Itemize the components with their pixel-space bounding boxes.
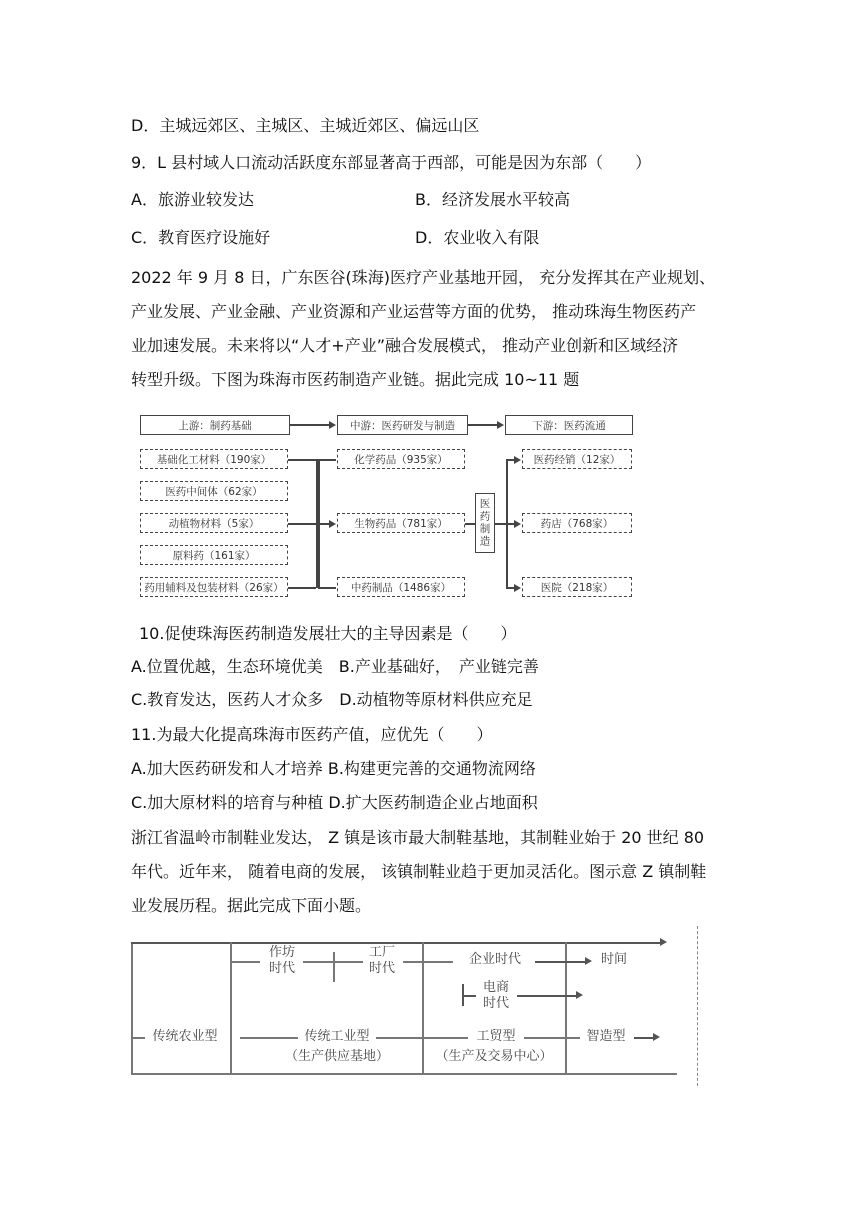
midstream-box: 中游：医药研发与制造 bbox=[337, 415, 468, 435]
connector bbox=[288, 587, 316, 589]
upstream-item: 药用辅料及包装材料（26家） bbox=[140, 577, 288, 597]
q10-options-cd: C.教育发达，医药人才众多 D.动植物等原材料供应充足 bbox=[131, 690, 533, 709]
trade-type: 工贸型 bbox=[476, 1029, 516, 1044]
passage1-line-3: 业加速发展。未来将以“人才+产业”融合发展模式， 推动产业创新和区域经济 bbox=[131, 336, 679, 355]
traditional-agriculture-type: 传统农业型 bbox=[152, 1029, 218, 1044]
time-axis bbox=[131, 942, 661, 944]
q9-option-b: B．经济发展水平较高 bbox=[415, 190, 570, 209]
workshop-era: 作坊 时代 bbox=[268, 945, 295, 976]
traditional-industry-type: 传统工业型 bbox=[304, 1029, 370, 1044]
arrow-line bbox=[468, 424, 498, 426]
time-arrow-head bbox=[660, 938, 667, 946]
connector bbox=[318, 587, 336, 589]
enterprise-era: 企业时代 bbox=[468, 952, 521, 967]
connector bbox=[288, 459, 316, 461]
connector bbox=[465, 523, 475, 525]
q9-stem: 9．L 县村域人口流动活跃度东部显著高于西部，可能是因为东部（ ） bbox=[131, 153, 652, 172]
connector bbox=[535, 961, 585, 963]
frame-line bbox=[131, 942, 133, 1074]
connector bbox=[133, 1037, 145, 1039]
frame-line bbox=[131, 1073, 677, 1075]
connector bbox=[462, 995, 476, 997]
passage2-line-3: 业发展历程。据此完成下面小题。 bbox=[131, 896, 372, 915]
arrow-head bbox=[576, 991, 583, 999]
downstream-item: 医药经销（12家） bbox=[522, 449, 632, 469]
passage2-line-1: 浙江省温岭市制鞋业发达， Z 镇是该市最大制鞋基地，其制鞋业始于 20 世纪 80 bbox=[131, 828, 705, 847]
q8-option-d: D．主城远郊区、主城区、主城近郊区、偏远山区 bbox=[131, 116, 480, 135]
connector bbox=[318, 459, 336, 461]
arrow-head bbox=[497, 421, 504, 429]
arrow-head bbox=[653, 1033, 660, 1041]
upstream-item: 医药中间体（62家） bbox=[140, 481, 288, 501]
midstream-item: 生物药品（781家） bbox=[337, 513, 465, 533]
connector bbox=[403, 961, 453, 963]
connector bbox=[240, 1037, 298, 1039]
downstream-box: 下游：医药流通 bbox=[505, 415, 633, 435]
arrow-head bbox=[329, 520, 336, 528]
connector bbox=[524, 1037, 580, 1039]
arrow-head bbox=[514, 456, 521, 464]
q9-option-d: D．农业收入有限 bbox=[415, 228, 540, 247]
arrow-head bbox=[329, 421, 336, 429]
passage2-line-2: 年代。近年来， 随着电商的发展， 该镇制鞋业趋于更加灵活化。图示意 Z 镇制鞋 bbox=[131, 862, 707, 881]
connector bbox=[288, 523, 316, 525]
smart-manufacturing-type: 智造型 bbox=[586, 1029, 626, 1044]
connector bbox=[634, 1037, 654, 1039]
downstream-item: 医院（218家） bbox=[522, 577, 632, 597]
production-supply-base: （生产供应基地） bbox=[284, 1049, 389, 1064]
upstream-item: 动植物材料（5家） bbox=[140, 513, 288, 533]
q9-option-c: C．教育医疗设施好 bbox=[131, 228, 271, 247]
arrow-head bbox=[514, 520, 521, 528]
q11-options-ab: A.加大医药研发和人才培养 B.构建更完善的交通物流网络 bbox=[131, 759, 536, 778]
arrow-line bbox=[290, 424, 330, 426]
q10-options-ab: A.位置优越，生态环境优美 B.产业基础好， 产业链完善 bbox=[131, 657, 539, 676]
production-trade-center: （生产及交易中心） bbox=[435, 1049, 553, 1064]
passage1-line-1: 2022 年 9 月 8 日，广东医谷(珠海)医疗产业基地开园， 充分发挥其在产业规划、 bbox=[131, 268, 716, 287]
q11-options-cd: C.加大原材料的培育与种植 D.扩大医药制造企业占地面积 bbox=[131, 793, 538, 812]
connector bbox=[318, 459, 320, 588]
downstream-item: 药店（768家） bbox=[522, 513, 632, 533]
upstream-item: 基础化工材料（190家） bbox=[140, 449, 288, 469]
arrow-head bbox=[585, 957, 592, 965]
midstream-item: 化学药品（935家） bbox=[337, 449, 465, 469]
connector bbox=[376, 1037, 468, 1039]
pharma-manufacturing-box: 医药制造 bbox=[475, 493, 495, 553]
time-label: 时间 bbox=[600, 952, 627, 967]
upstream-box: 上游：制药基础 bbox=[140, 415, 290, 435]
passage1-line-2: 产业发展、产业金融、产业资源和产业运营等方面的优势， 推动珠海生物医药产 bbox=[131, 302, 697, 321]
q9-option-a: A．旅游业较发达 bbox=[131, 190, 254, 209]
arrow-head bbox=[514, 584, 521, 592]
ecommerce-era: 电商 时代 bbox=[482, 980, 509, 1011]
passage1-line-4: 转型升级。下图为珠海市医药制造产业链。据此完成 10~11 题 bbox=[131, 370, 580, 389]
q10-stem: 10.促使珠海医药制造发展壮大的主导因素是（ ） bbox=[139, 624, 517, 643]
upstream-item: 原料药（161家） bbox=[140, 545, 288, 565]
connector bbox=[333, 952, 335, 982]
q11-stem: 11.为最大化提高珠海市医药产值，应优先（ ） bbox=[131, 725, 493, 744]
midstream-item: 中药制品（1486家） bbox=[337, 577, 465, 597]
factory-era: 工厂 时代 bbox=[368, 945, 395, 976]
connector bbox=[517, 995, 577, 997]
connector bbox=[232, 961, 260, 963]
frame-line bbox=[697, 926, 699, 1086]
